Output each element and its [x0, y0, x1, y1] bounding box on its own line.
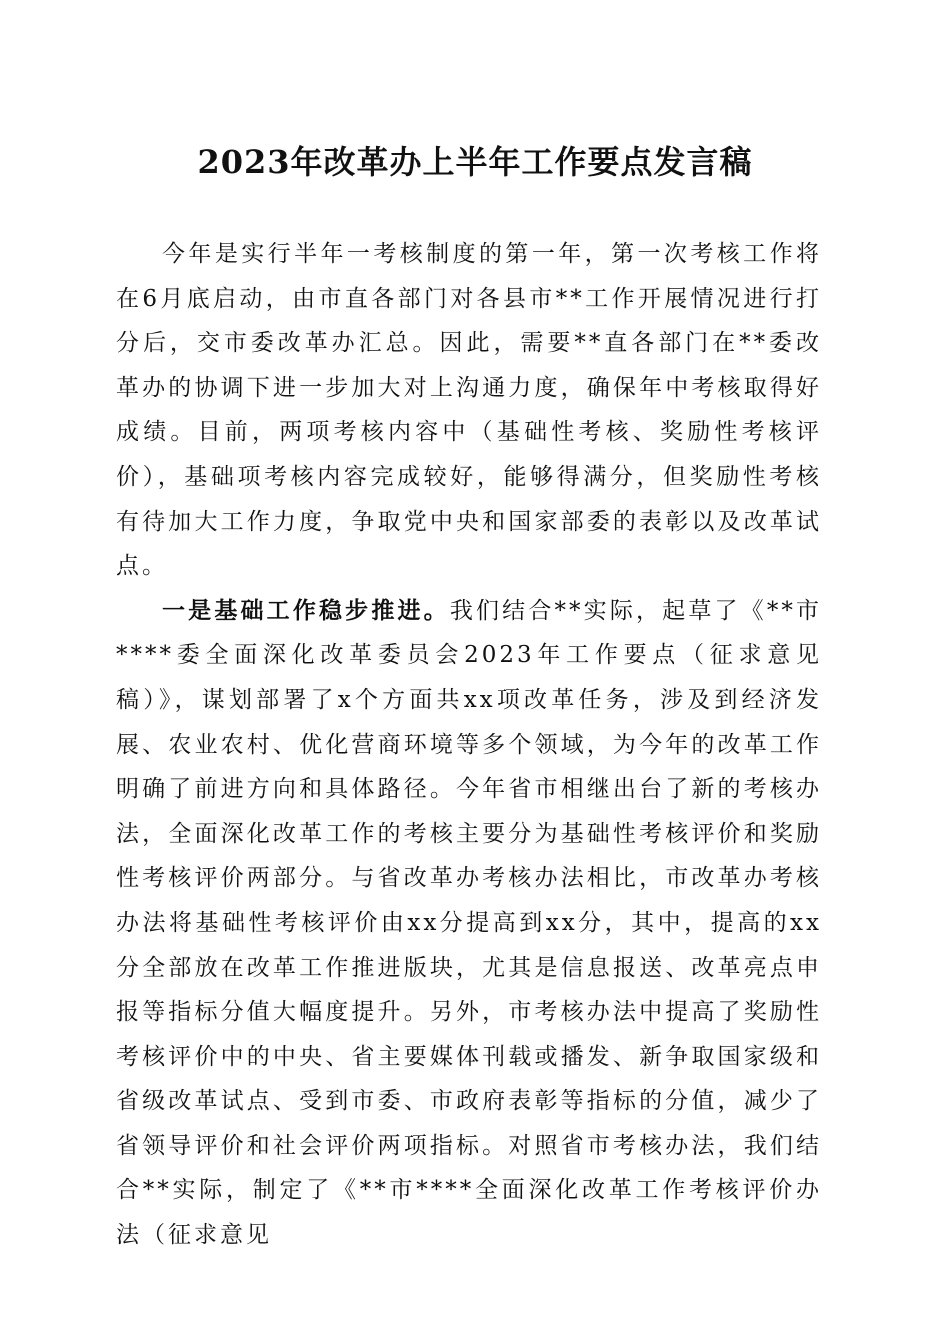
paragraph-basic-work-lead: 一是基础工作稳步推进。: [162, 596, 450, 624]
paragraph-intro-text: 今年是实行半年一考核制度的第一年，第一次考核工作将在6月底启动，由市直各部门对各县市**工作开展情况进行打分后，交市委改革办汇总。因此，需要**直各部门在**委改革办的协调下进一步加大对上沟通力度，确保年中考核取得好成绩。目前，两项考核内容中（基础性考核、奖励性考核评价），基础项考核内容完成较好，能够得满分，但奖励性考核有待加大工作力度，争取党中央和国家部委的表彰以及改革试点。: [116, 241, 822, 580]
paragraph-intro: [116, 232, 822, 589]
paragraph-basic-work-text: 我们结合**实际，起草了《**市****委全面深化改革委员会2023年工作要点（征求意见稿）》，谋划部署了x个方面共xx项改革任务，涉及到经济发展、农业农村、优化营商环境等多个领域，为今年的改革工作明确了前进方向和具体路径。今年省市相继出台了新的考核办法，全面深化改革工作的考核主要分为基础性考核评价和奖励性考核评价两部分。与省改革办考核办法相比，市改革办考核办法将基础性考核评价由xx分提高到xx分，其中，提高的xx分全部放在改革工作推进版块，尤其是信息报送、改革亮点申报等指标分值大幅度提升。另外，市考核办法中提高了奖励性考核评价中的中央、省主要媒体刊载或播发、新争取国家级和省级改革试点、受到市委、市政府表彰等指标的分值，减少了省领导评价和社会评价两项指标。对照省市考核办法，我们结合**实际，制定了《**市****全面深化改革工作考核评价办法（征求意见: [116, 597, 823, 1249]
paragraph-basic-work: [116, 589, 822, 1258]
document-title: 2023年改革办上半年工作要点发言稿: [197, 143, 753, 181]
document-body: [116, 232, 822, 1258]
